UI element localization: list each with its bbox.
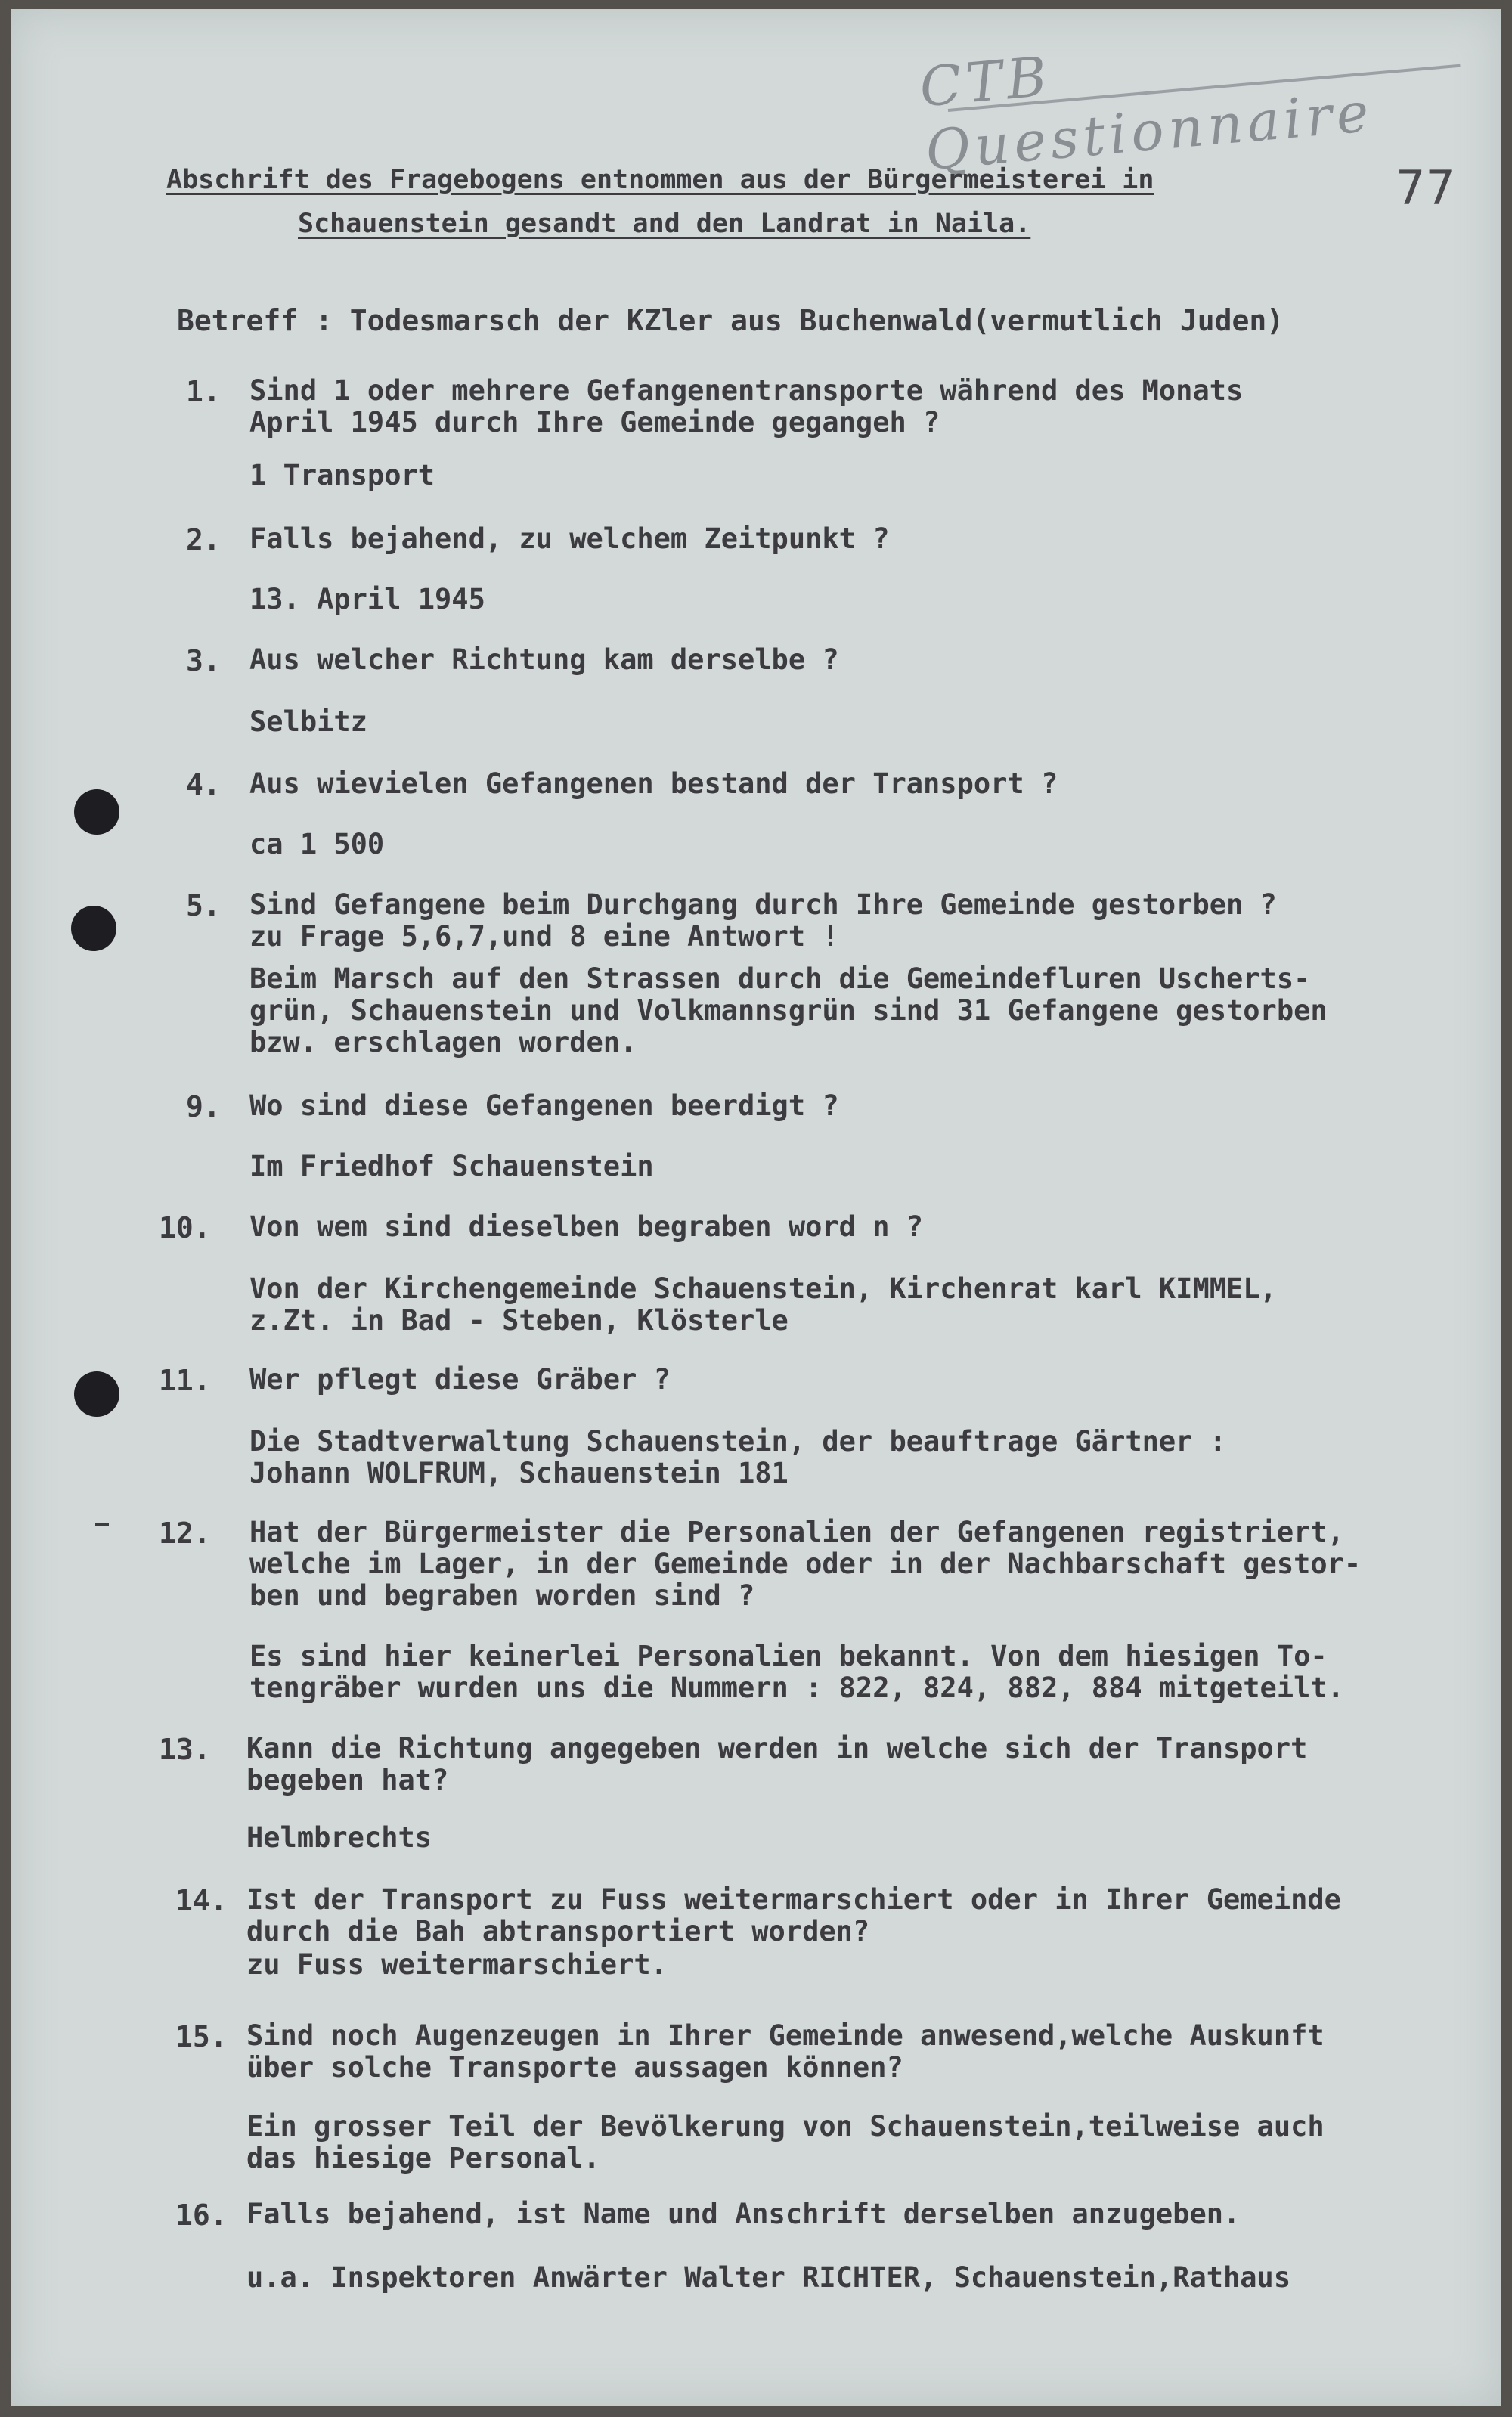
question-number: 13. xyxy=(159,1733,211,1766)
question-text xyxy=(249,889,1277,953)
answer-line: Von der Kirchengemeinde Schauenstein, Kirchenrat karl KIMMEL, xyxy=(249,1272,1277,1305)
punch-hole xyxy=(74,789,119,835)
answer-text xyxy=(249,1273,1277,1337)
answer-line: Selbitz xyxy=(249,705,367,738)
question-number: 5. xyxy=(186,889,221,922)
question-line: Sind Gefangene beim Durchgang durch Ihre Gemeinde gestorben ? xyxy=(249,888,1277,921)
question-line: Falls bejahend, ist Name und Anschrift derselben anzugeben. xyxy=(246,2198,1241,2230)
answer-line: 1 Transport xyxy=(249,459,435,491)
question-line: Hat der Bürgermeister die Personalien der Gefangenen registriert, xyxy=(249,1516,1344,1548)
question-number: 12. xyxy=(159,1517,211,1550)
question-number: 4. xyxy=(186,768,221,801)
page-number: 77 xyxy=(1396,160,1455,215)
answer-text xyxy=(249,1151,654,1182)
answer-line: Helmbrechts xyxy=(246,1821,432,1854)
question-line: Wo sind diese Gefangenen beerdigt ? xyxy=(249,1089,839,1122)
question-number: 3. xyxy=(186,644,221,677)
question-text xyxy=(249,1364,671,1396)
answer-text xyxy=(249,1641,1344,1704)
answer-line: ca 1 500 xyxy=(249,828,385,860)
margin-mark xyxy=(95,1523,109,1526)
answer-text xyxy=(246,2262,1290,2294)
answer-line: Die Stadtverwaltung Schauenstein, der beauftrage Gärtner : xyxy=(249,1425,1227,1458)
answer-text xyxy=(249,706,367,738)
answer-line: Ein grosser Teil der Bevölkerung von Schauenstein,teilweise auch xyxy=(246,2110,1325,2143)
question-number: 15. xyxy=(175,2020,228,2053)
question-line: durch die Bah abtransportiert worden? xyxy=(246,1915,870,1948)
question-text xyxy=(249,1211,923,1243)
question-text xyxy=(249,768,1058,800)
punch-hole xyxy=(74,1371,119,1417)
question-text xyxy=(246,1733,1307,1796)
question-line: Kann die Richtung angegeben werden in welche sich der Transport xyxy=(246,1732,1308,1765)
question-line: Sind noch Augenzeugen in Ihrer Gemeinde anwesend,welche Auskunft xyxy=(246,2019,1325,2052)
question-number: 16. xyxy=(175,2199,228,2232)
answer-text xyxy=(249,829,384,860)
question-line: Falls bejahend, zu welchem Zeitpunkt ? xyxy=(249,522,890,555)
question-text xyxy=(249,1517,1361,1612)
question-number: 1. xyxy=(186,375,221,408)
punch-hole xyxy=(71,906,116,951)
question-text xyxy=(249,375,1243,438)
question-text xyxy=(246,2020,1325,2084)
title-line-1: Abschrift des Fragebogens entnommen aus der Bürgermeisterei in xyxy=(166,165,1154,195)
title-line-2: Schauenstein gesandt and den Landrat in Naila. xyxy=(298,209,1031,239)
question-line: Sind 1 oder mehrere Gefangenentransporte während des Monats xyxy=(249,374,1244,407)
question-line: über solche Transporte aussagen können? xyxy=(246,2051,903,2084)
question-line: welche im Lager, in der Gemeinde oder in der Nachbarschaft gestor- xyxy=(249,1548,1362,1580)
answer-line: Es sind hier keinerlei Personalien bekannt. Von dem hiesigen To- xyxy=(249,1640,1328,1672)
handwritten-note: CTB Questionnaire xyxy=(917,44,1376,183)
answer-text xyxy=(246,1822,432,1854)
question-number: 14. xyxy=(175,1884,228,1917)
answer-text xyxy=(249,963,1328,1058)
question-line: ben und begraben worden sind ? xyxy=(249,1579,755,1612)
question-line: zu Frage 5,6,7,und 8 eine Antwort ! xyxy=(249,920,839,953)
answer-line: bzw. erschlagen worden. xyxy=(249,1026,637,1058)
question-line: Aus wievielen Gefangenen bestand der Transport ? xyxy=(249,767,1058,800)
question-number: 9. xyxy=(186,1090,221,1123)
answer-text xyxy=(249,460,435,491)
question-number: 2. xyxy=(186,523,221,556)
question-text xyxy=(249,644,839,676)
answer-text xyxy=(249,1426,1226,1489)
subject-line: Betreff : Todesmarsch der KZler aus Buchenwald(vermutlich Juden) xyxy=(177,304,1284,337)
answer-line: tengräber wurden uns die Nummern : 822, 824, 882, 884 mitgeteilt. xyxy=(249,1672,1344,1704)
answer-text xyxy=(246,1949,668,1981)
answer-line: Johann WOLFRUM, Schauenstein 181 xyxy=(249,1457,789,1489)
question-line: Aus welcher Richtung kam derselbe ? xyxy=(249,643,839,676)
document-page xyxy=(11,9,1501,2406)
question-line: Ist der Transport zu Fuss weitermarschiert oder in Ihrer Gemeinde xyxy=(246,1883,1341,1916)
question-number: 10. xyxy=(159,1211,211,1244)
question-text xyxy=(249,1090,839,1122)
question-line: Von wem sind dieselben begraben word n ? xyxy=(249,1210,924,1243)
question-text xyxy=(246,2199,1240,2230)
answer-line: z.Zt. in Bad - Steben, Klösterle xyxy=(249,1304,789,1337)
question-line: begeben hat? xyxy=(246,1764,449,1796)
question-text xyxy=(249,523,889,555)
answer-line: Im Friedhof Schauenstein xyxy=(249,1150,654,1182)
question-line: Wer pflegt diese Gräber ? xyxy=(249,1363,671,1396)
answer-line: u.a. Inspektoren Anwärter Walter RICHTER, Schauenstein,Rathaus xyxy=(246,2261,1291,2294)
answer-text xyxy=(246,2111,1325,2174)
question-text xyxy=(246,1884,1341,1948)
question-number: 11. xyxy=(159,1364,211,1397)
answer-line: grün, Schauenstein und Volkmannsgrün sind 31 Gefangene gestorben xyxy=(249,994,1328,1027)
answer-line: zu Fuss weitermarschiert. xyxy=(246,1948,668,1981)
answer-text xyxy=(249,584,485,615)
answer-line: Beim Marsch auf den Strassen durch die Gemeindefluren Uscherts- xyxy=(249,962,1311,995)
answer-line: 13. April 1945 xyxy=(249,583,485,615)
question-line: April 1945 durch Ihre Gemeinde gegangeh ? xyxy=(249,406,940,438)
answer-line: das hiesige Personal. xyxy=(246,2142,600,2174)
